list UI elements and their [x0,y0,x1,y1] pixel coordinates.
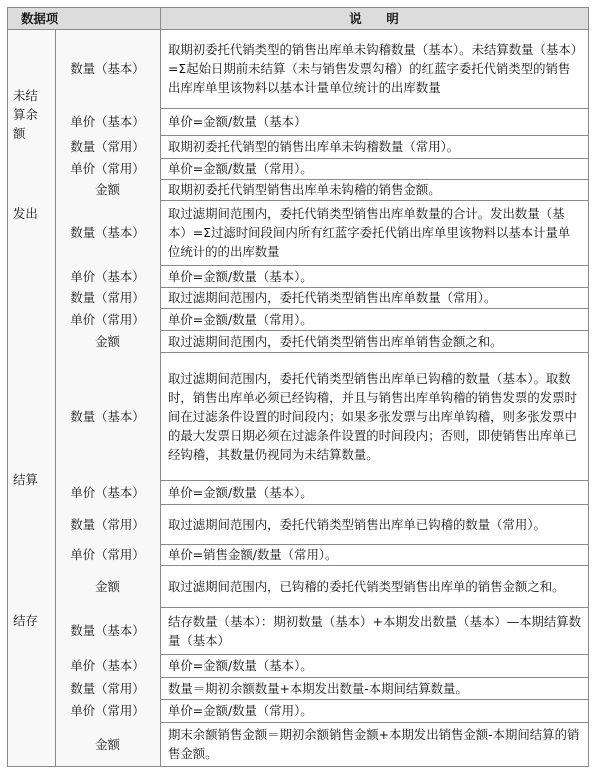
item-description-text: 结存数量（基本）：期初数量（基本）+本期发出数量（基本）—本期结算数量（基本） [168,613,582,648]
item-description [160,29,588,108]
item-label: 数量（常用） [55,287,160,308]
item-description-text: 取过滤期间范围内，委托代销类型销售出库单已钩稽的数量（常用）。 [168,516,546,532]
header-divider [7,29,589,30]
item-label: 单价（常用） [55,544,160,565]
item-description-text: 取过滤期间范围内，委托代销类型销售出库单数量的合计。发出数量（基本）=Σ过滤时间段间内所有红蓝字委托代销出库单里该物料以基本计量单位统计的的出库数量 [168,206,571,259]
item-description-text: 数量＝期初余额数量+本期发出数量-本期间结算数量。 [168,680,468,696]
item-description [160,265,588,287]
item-label: 单价（常用） [55,308,160,330]
item-label: 单价（常用） [55,699,160,722]
item-description-text: 取期初委托代销型销售出库单未钩稽的销售金额。 [168,182,441,197]
item-description-text: 单价=金额/数量（基本）。 [168,268,313,284]
item-description [160,352,588,480]
item-description [160,654,588,677]
header-data-item: 数据项 [7,7,160,29]
col-divider-2 [160,7,161,766]
item-description [160,108,588,135]
item-description [160,287,588,308]
item-description [160,565,588,607]
item-label: 数量（常用） [55,135,160,158]
item-description-text: 单价=金额/数量（基本）。 [168,658,313,673]
item-description [160,200,588,265]
item-description [160,480,588,504]
item-label: 单价（基本） [55,108,160,135]
item-description-text: 取过滤期间范围内，已钩稽的委托代销类型销售出库单的销售金额之和。 [168,578,565,594]
item-label: 金额 [55,330,160,352]
item-label: 数量（常用） [55,504,160,544]
item-label: 单价（常用） [55,158,160,179]
item-label: 金额 [55,179,160,200]
item-label: 单价（基本） [55,480,160,504]
item-description-text: 期末余额销售金额＝期初余额销售金额+本期发出销售金额-本期间结算的销售金额。 [168,727,580,761]
item-description-text: 取期初委托代销类型的销售出库单未钩稽数量（基本）。未结算数量（基本）=Σ起始日期前未结算（未与销售发票勾稽）的红蓝字委托代销类型的销售出库库单里该物料以基本计量单位统计的出库数量 [168,42,577,95]
header-description: 说 明 [160,7,588,29]
item-description-text: 单价=销售金额/数量（常用）。 [168,547,338,562]
item-label: 数量（常用） [55,677,160,699]
item-description [160,158,588,179]
group-label: 发出 [7,200,55,352]
item-description [160,722,588,766]
item-description-text: 单价=金额/数量（常用）。 [168,161,313,176]
item-description-text: 取过滤期间范围内，委托代销类型销售出库单已钩稽的数量（基本）。取数时，销售出库单必须已经钩稽，并且与销售出库单钩稽的销售发票的发票时间在过滤条件设置的时间段内；如果多张发票与出库单钩稽，则多张发票中的最大发票日期必须在过滤条件设置的时间段内；否则，即使销售出库单已经钩稽，其数量仍视同为未结算数量。 [168,370,577,462]
item-label: 数量（基本） [55,607,160,654]
group-label: 结存 [7,607,55,766]
right-border [588,7,589,767]
item-label: 数量（基本） [55,29,160,108]
item-description-text: 取过滤期间范围内，委托代销类型销售出库单数量（常用）。 [168,290,497,305]
item-label: 数量（基本） [55,200,160,265]
item-description-text: 取过滤期间范围内，委托代销类型销售出库单销售金额之和。 [168,333,503,349]
left-border [7,7,8,767]
item-label: 单价（基本） [55,265,160,287]
group-label: 结算 [7,352,55,607]
item-label: 金额 [55,722,160,766]
item-description [160,607,588,654]
item-description [160,544,588,565]
group-label: 未结算余额 [7,29,55,200]
item-description-text: 单价=金额/数量（基本） [168,114,307,129]
col-divider-1 [55,29,56,766]
item-description-text: 单价=金额/数量（基本）。 [168,484,313,500]
item-label: 金额 [55,565,160,607]
item-description-text: 单价=金额/数量（常用）。 [168,703,313,718]
table-top-border [7,7,589,8]
item-description [160,308,588,330]
item-description [160,330,588,352]
item-description [160,179,588,200]
item-description [160,135,588,158]
item-label: 数量（基本） [55,352,160,480]
item-description [160,504,588,544]
item-label: 单价（基本） [55,654,160,677]
item-description [160,699,588,722]
item-description [160,677,588,699]
row-divider [7,766,589,767]
item-description-text: 取期初委托代销型的销售出库单未钩稽数量（常用）。 [168,139,460,154]
item-description-text: 单价=金额/数量（常用）。 [168,311,313,327]
